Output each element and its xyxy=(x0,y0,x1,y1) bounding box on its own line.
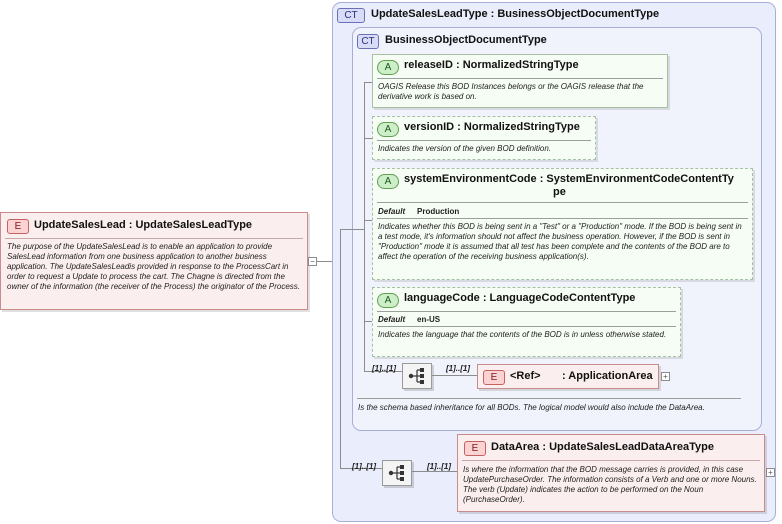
base-type-title: BusinessObjectDocumentType xyxy=(385,34,547,46)
attribute-badge: A xyxy=(377,60,399,75)
root-element-title: UpdateSalesLead : UpdateSalesLeadType xyxy=(34,219,253,231)
default-label: Default xyxy=(378,207,406,216)
attribute-description: Indicates the version of the given BOD definition. xyxy=(378,144,551,153)
default-label: Default xyxy=(378,315,406,324)
sequence-icon xyxy=(383,461,411,485)
data-area-title: DataArea : UpdateSalesLeadDataAreaType xyxy=(491,441,714,453)
attribute-releaseid[interactable] xyxy=(372,54,668,108)
element-badge: E xyxy=(7,219,29,234)
cardinality: [1]..[1] xyxy=(446,364,470,373)
attribute-badge: A xyxy=(377,293,399,308)
default-value: Production xyxy=(417,207,460,216)
cardinality: [1]..[1] xyxy=(427,462,451,471)
attribute-title: releaseID : NormalizedStringType xyxy=(404,59,579,71)
base-type-description: Is the schema based inheritance for all BODs. The logical model would also include the DataArea. xyxy=(358,403,705,412)
attribute-badge: A xyxy=(377,174,399,189)
complex-type-badge: CT xyxy=(357,34,379,49)
element-badge: E xyxy=(464,441,486,456)
attribute-systemenvironmentcode[interactable] xyxy=(372,168,753,280)
attribute-description: OAGIS Release this BOD Instances belongs or the OAGIS release that the derivative work is based on. xyxy=(378,82,644,101)
cardinality: [1]..[1] xyxy=(352,462,376,471)
application-area-element[interactable] xyxy=(477,364,659,389)
cardinality: [1]..[1] xyxy=(372,364,396,373)
sequence-icon xyxy=(403,364,431,388)
ref-label: <Ref> xyxy=(510,370,541,382)
attribute-versionid[interactable] xyxy=(372,116,596,160)
attribute-title: languageCode : LanguageCodeContentType xyxy=(404,292,636,304)
attribute-description: Indicates whether this BOD is being sent in a "Test" or a "Production" mode. If the BOD is being sent in a test mode, it's information should not affect the business operation. However, if the BOD is sent in "Production" mode it is assumed that all test has been complete and the contents of the BOD are to affect the operation of the receiving business application(s). xyxy=(378,222,742,261)
root-element-description: The purpose of the UpdateSalesLead is to enable an application to provide SalesLead information from one business application to another business application. The UpdateSalesLeadis provided in response to the ProcessCart in order to request a Update to process the cart. The Chagne is directed from the owner of the information (the receiver of the Process) the originator of the Process. xyxy=(7,242,301,291)
complex-type-badge: CT xyxy=(337,8,365,23)
data-area-description: Is where the information that the BOD message carries is provided, in this case UpdatePurchaseOrder. The information consists of a Verb and one or more Nouns. The verb (Update) indicates the action to be performed on the Noun (PurchaseOrder). xyxy=(463,465,757,504)
sequence-compositor[interactable] xyxy=(382,460,412,486)
collapse-toggle[interactable]: − xyxy=(308,257,317,266)
expand-toggle[interactable]: + xyxy=(766,468,775,477)
attribute-title-wrap: pe xyxy=(553,186,566,198)
attribute-languagecode[interactable] xyxy=(372,287,681,357)
expand-toggle[interactable]: + xyxy=(661,372,670,381)
element-badge: E xyxy=(483,370,505,385)
application-area-name: : ApplicationArea xyxy=(562,370,653,382)
outer-type-title: UpdateSalesLeadType : BusinessObjectDocumentType xyxy=(371,8,660,20)
root-element-box[interactable] xyxy=(0,212,308,310)
attribute-title: systemEnvironmentCode : SystemEnvironmentCodeContentTy xyxy=(404,173,734,185)
data-area-element[interactable] xyxy=(457,434,765,512)
sequence-compositor[interactable] xyxy=(402,363,432,389)
attribute-description: Indicates the language that the contents of the BOD is in unless otherwise stated. xyxy=(378,330,667,339)
default-value: en-US xyxy=(417,315,441,324)
attribute-title: versionID : NormalizedStringType xyxy=(404,121,580,133)
attribute-badge: A xyxy=(377,122,399,137)
